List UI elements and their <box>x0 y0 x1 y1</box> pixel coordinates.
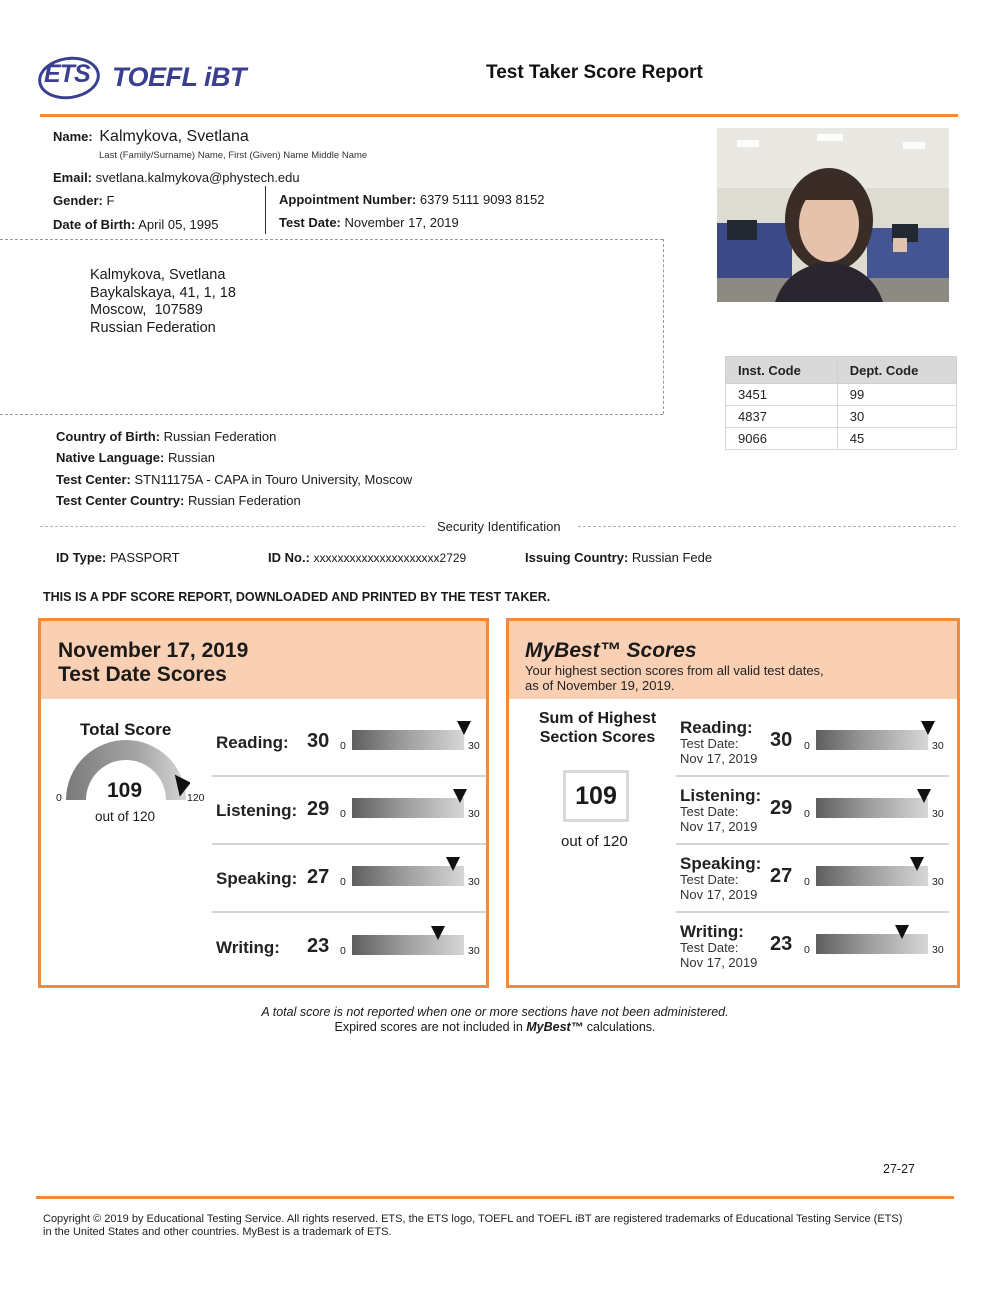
dept-code-header: Dept. Code <box>837 357 956 384</box>
appointment-value: 6379 5111 9093 8152 <box>419 192 545 207</box>
dob-label: Date of Birth: <box>53 217 136 232</box>
score-bar <box>816 730 928 750</box>
info-divider <box>265 186 266 234</box>
toefl-ibt-logo: TOEFL iBT <box>112 62 247 92</box>
mybest-subtitle <box>525 664 824 693</box>
mailing-address <box>90 267 236 338</box>
name-row <box>53 128 249 146</box>
score-bar <box>352 730 464 750</box>
mybest-title-text: MyBest™ Scores <box>525 639 697 662</box>
mybest-test-date-label: Test Date: <box>680 736 739 751</box>
address-line: Baykalskaya, 41, 1, 18 <box>90 284 236 301</box>
dob-value: April 05, 1995 <box>138 217 219 232</box>
mybest-section-label: Reading: <box>680 718 753 737</box>
score-section-title: Test Date Scores <box>58 663 227 686</box>
section-label: Reading: <box>216 733 289 752</box>
scale-min: 0 <box>340 945 346 957</box>
id-number-row <box>268 550 466 565</box>
ets-logo: ETS <box>44 60 90 88</box>
test-center-label: Test Center: <box>56 471 131 487</box>
mybest-test-date: Nov 17, 2019 <box>680 887 758 902</box>
row-separator <box>676 843 949 845</box>
table-row <box>726 428 957 450</box>
score-bar <box>352 935 464 955</box>
security-rule-left <box>40 526 425 527</box>
mybest-section-score: 27 <box>770 865 793 887</box>
dept-code-cell: 99 <box>837 384 956 406</box>
section-score: 27 <box>307 866 330 888</box>
address-line: Kalmykova, Svetlana <box>90 267 226 283</box>
score-date: November 17, 2019 <box>58 639 249 662</box>
section-score: 23 <box>307 935 330 957</box>
mybest-test-date-label: Test Date: <box>680 804 739 819</box>
footnote-line <box>0 1020 990 1035</box>
score-marker-icon <box>431 926 445 940</box>
copyright-line: in the United States and other countries. MyBest is a trademark of ETS. <box>43 1226 392 1238</box>
photo-illustration <box>717 128 949 302</box>
score-marker-icon <box>921 721 935 735</box>
test-date-scores-title <box>58 639 248 687</box>
mybest-test-date-label: Test Date: <box>680 872 739 887</box>
security-rule-right <box>578 526 956 527</box>
name-label: Name: <box>53 129 93 144</box>
address-line: Moscow, 107589 <box>90 302 203 319</box>
scale-min: 0 <box>340 876 346 888</box>
inst-code-cell: 3451 <box>726 384 838 406</box>
email-row <box>53 170 300 185</box>
mybest-section-label: Writing: <box>680 922 744 941</box>
test-center-country-value: Russian Federation <box>187 492 301 508</box>
gender-value: F <box>106 193 115 208</box>
sum-of-highest-label <box>537 710 658 747</box>
copyright-line: Copyright © 2019 by Educational Testing Service. All rights reserved. ETS, the ETS logo, TOEFL and TOEFL iBT are registered trademarks of Educational Testing Service (ETS) <box>43 1213 903 1225</box>
section-label: Speaking: <box>216 869 298 888</box>
id-type-value: PASSPORT <box>109 550 180 565</box>
row-separator <box>676 775 949 777</box>
mybest-section-score: 30 <box>770 729 793 751</box>
issuing-country-value: Russian Fede <box>631 550 713 565</box>
inst-code-header: Inst. Code <box>726 357 838 384</box>
scale-max: 30 <box>468 876 480 888</box>
address-border-top <box>0 239 663 240</box>
header-divider <box>40 114 958 117</box>
footnote-mybest: MyBest™ <box>526 1020 584 1034</box>
id-number-value: xxxxxxxxxxxxxxxxxxxxx2729 <box>313 551 467 565</box>
inst-code-cell: 9066 <box>726 428 838 450</box>
id-type-row <box>56 550 180 565</box>
mybest-test-date: Nov 17, 2019 <box>680 819 758 834</box>
native-language-label: Native Language: <box>56 450 165 466</box>
issuing-country-label: Issuing Country: <box>525 550 629 565</box>
footnote <box>0 1005 990 1035</box>
score-marker-icon <box>453 789 467 803</box>
total-score-label: Total Score <box>80 720 172 739</box>
mybest-test-date: Nov 17, 2019 <box>680 751 758 766</box>
native-language-value: Russian <box>167 450 215 466</box>
country-of-birth-value: Russian Federation <box>163 429 277 444</box>
mybest-header <box>509 621 957 699</box>
mybest-section-label: Listening: <box>680 786 762 805</box>
mybest-title <box>525 639 697 663</box>
institution-codes-table <box>725 356 957 450</box>
row-separator <box>676 911 949 913</box>
copyright <box>43 1213 963 1239</box>
mybest-section-score: 23 <box>770 933 793 955</box>
address-border-bottom <box>0 414 663 415</box>
country-of-birth-row <box>56 426 412 447</box>
gauge-min: 0 <box>56 792 62 804</box>
test-taker-photo <box>717 128 949 302</box>
score-marker-icon <box>895 925 909 939</box>
scale-max: 30 <box>932 740 944 752</box>
taker-name: Kalmykova, Svetlana <box>99 128 249 145</box>
scale-max: 30 <box>468 808 480 820</box>
test-center-row <box>56 469 412 490</box>
gauge-max: 120 <box>187 792 205 804</box>
scale-max: 30 <box>932 944 944 956</box>
scale-min: 0 <box>804 740 810 752</box>
total-out-of: out of 120 <box>95 809 156 824</box>
appointment-label: Appointment Number: <box>279 192 417 207</box>
mybest-section-score: 29 <box>770 797 793 819</box>
sum-label-line: Section Scores <box>539 728 656 746</box>
table-header-row <box>726 357 957 384</box>
dept-code-cell: 30 <box>837 406 956 428</box>
id-number-label: ID No.: <box>268 550 310 565</box>
scale-max: 30 <box>468 740 480 752</box>
score-marker-icon <box>910 857 924 871</box>
footnote-text: Expired scores are not included in <box>334 1020 527 1034</box>
row-separator <box>212 843 486 845</box>
test-details <box>56 426 412 511</box>
test-date-scores-header <box>41 621 486 699</box>
row-separator <box>212 775 486 777</box>
footnote-line: A total score is not reported when one or more sections have not been administered. <box>261 1005 729 1019</box>
id-type-label: ID Type: <box>56 550 107 565</box>
test-center-value: STN11175A - CAPA in Touro University, Moscow <box>134 471 413 487</box>
section-score: 29 <box>307 798 330 820</box>
scale-min: 0 <box>340 740 346 752</box>
score-bar <box>816 934 928 954</box>
native-language-row <box>56 447 412 468</box>
total-score-value: 109 <box>107 779 143 802</box>
scale-min: 0 <box>340 808 346 820</box>
sum-label-line: Sum of Highest <box>538 710 657 727</box>
inst-code-cell: 4837 <box>726 406 838 428</box>
dob-row <box>53 217 218 232</box>
test-center-country-label: Test Center Country: <box>56 492 185 508</box>
address-line: Russian Federation <box>90 320 216 337</box>
country-of-birth-label: Country of Birth: <box>56 429 160 444</box>
mybest-test-date-label: Test Date: <box>680 940 739 955</box>
address-border-right <box>663 239 664 414</box>
score-marker-icon <box>446 857 460 871</box>
score-marker-icon <box>457 721 471 735</box>
row-separator <box>212 911 486 913</box>
test-date-label: Test Date: <box>279 215 341 230</box>
test-date-row <box>279 215 459 230</box>
mybest-subtitle-line: as of November 19, 2019. <box>525 677 675 693</box>
section-score: 30 <box>307 730 330 752</box>
name-hint: Last (Family/Surname) Name, First (Given) Name Middle Name <box>99 150 368 161</box>
section-label: Writing: <box>216 938 280 957</box>
page-number: 27-27 <box>883 1162 915 1176</box>
test-date-value: November 17, 2019 <box>344 215 459 230</box>
scale-max: 30 <box>932 876 944 888</box>
mybest-section-label: Speaking: <box>680 854 762 873</box>
gender-label: Gender: <box>53 193 103 208</box>
footer-divider <box>36 1196 954 1199</box>
mybest-test-date: Nov 17, 2019 <box>680 955 758 970</box>
table-row <box>726 384 957 406</box>
dept-code-cell: 45 <box>837 428 956 450</box>
scale-min: 0 <box>804 876 810 888</box>
gender-row <box>53 193 114 208</box>
report-title: Test Taker Score Report <box>486 62 703 83</box>
mybest-subtitle-line: Your highest section scores from all valid test dates, <box>525 663 824 678</box>
email-value: svetlana.kalmykova@phystech.edu <box>95 170 300 185</box>
mybest-total-box: 109 <box>563 770 629 822</box>
email-label: Email: <box>53 170 93 185</box>
pdf-notice: THIS IS A PDF SCORE REPORT, DOWNLOADED AND PRINTED BY THE TEST TAKER. <box>43 590 551 604</box>
table-row <box>726 406 957 428</box>
security-title: Security Identification <box>437 519 561 534</box>
mybest-out-of: out of 120 <box>561 833 628 850</box>
section-label: Listening: <box>216 801 298 820</box>
scale-max: 30 <box>932 808 944 820</box>
appointment-row <box>279 192 544 207</box>
score-bar <box>816 798 928 818</box>
score-bar <box>352 798 464 818</box>
issuing-country-row <box>525 550 712 565</box>
scale-min: 0 <box>804 944 810 956</box>
test-center-country-row <box>56 490 412 511</box>
scale-max: 30 <box>468 945 480 957</box>
footnote-text: calculations. <box>583 1020 656 1034</box>
scale-min: 0 <box>804 808 810 820</box>
score-marker-icon <box>917 789 931 803</box>
